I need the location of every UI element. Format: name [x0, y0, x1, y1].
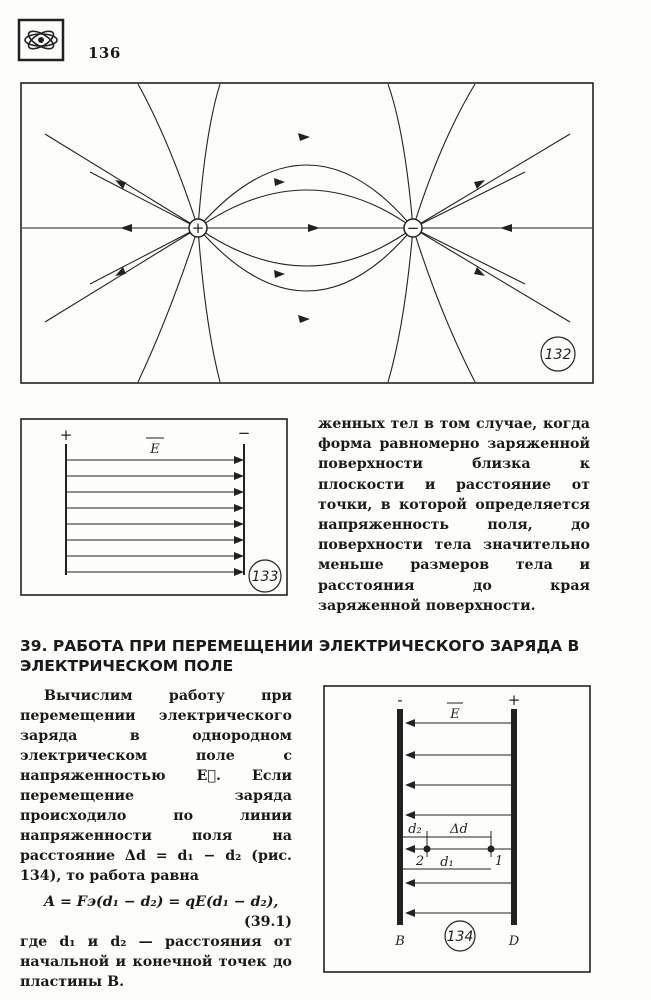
- negative-charge-label: −: [406, 219, 420, 237]
- formula-block: [20, 892, 292, 932]
- plate-minus-label: −: [237, 424, 251, 442]
- figure-134-number: 134: [446, 929, 474, 945]
- plate-d-sign: +: [507, 691, 521, 709]
- figure-134-charge-displacement: [323, 685, 591, 973]
- d2-label: d₂: [408, 822, 422, 837]
- dipole-field-lines: [22, 84, 592, 382]
- plate-plus-label: +: [59, 426, 73, 444]
- page-number: 136: [88, 44, 121, 62]
- figure-132-dipole-field: [20, 82, 594, 384]
- plate-b: [397, 709, 403, 925]
- publisher-logo-icon: [17, 18, 65, 62]
- point-2-label: 2: [415, 854, 425, 869]
- point-1: [488, 846, 495, 853]
- positive-charge: [189, 219, 207, 237]
- figure-133-number: 133: [251, 569, 279, 585]
- formula: A = Fэ(d₁ − d₂) = qE(d₁ − d₂),: [44, 894, 279, 910]
- plate-b-label: B: [395, 934, 405, 949]
- positive-charge-label: +: [191, 219, 205, 237]
- figure-132-number: 132: [544, 347, 572, 363]
- uniform-field-lines: [66, 456, 244, 576]
- figure-133-uniform-field: [20, 418, 288, 596]
- point-1-label: 1: [494, 854, 504, 869]
- field-lines-134: [405, 719, 511, 917]
- paragraph-1: Вычислим работу при перемещении электрического заряда в однородном электрическом поле с напряженностью E⃗. Если перемещение заряда происходило по линии напряженности поля на расстояние Δd = d₁ − d₂ (рис. 134), то работа равна: [20, 688, 292, 884]
- plate-d-label: D: [508, 934, 520, 949]
- paragraph-2: где d₁ и d₂ — расстояния от начальной и конечной точек до пластины B.: [20, 934, 292, 990]
- point-2: [424, 846, 431, 853]
- plate-b-sign: -: [397, 691, 403, 709]
- right-column-paragraph: женных тел в том случае, когда форма равномерно заряженной поверхности близка к плоскости и расстояние от точки, в которой определяется напряженность поля, до поверхности тела значительно меньше размеров тела и расстояния до края заряженной поверхности.: [318, 416, 590, 614]
- delta-d-label: Δd: [450, 822, 468, 837]
- negative-charge: [404, 219, 422, 237]
- formula-number: (39.1): [244, 914, 292, 930]
- section-body: [20, 686, 292, 992]
- section-heading: 39. РАБОТА ПРИ ПЕРЕМЕЩЕНИИ ЭЛЕКТРИЧЕСКОГО ЗАРЯДА В ЭЛЕКТРИЧЕСКОМ ПОЛЕ: [20, 637, 580, 675]
- field-vector-label: E: [450, 707, 460, 722]
- d1-label: d₁: [440, 855, 454, 870]
- plate-d: [511, 709, 517, 925]
- field-vector-label: E: [150, 442, 160, 457]
